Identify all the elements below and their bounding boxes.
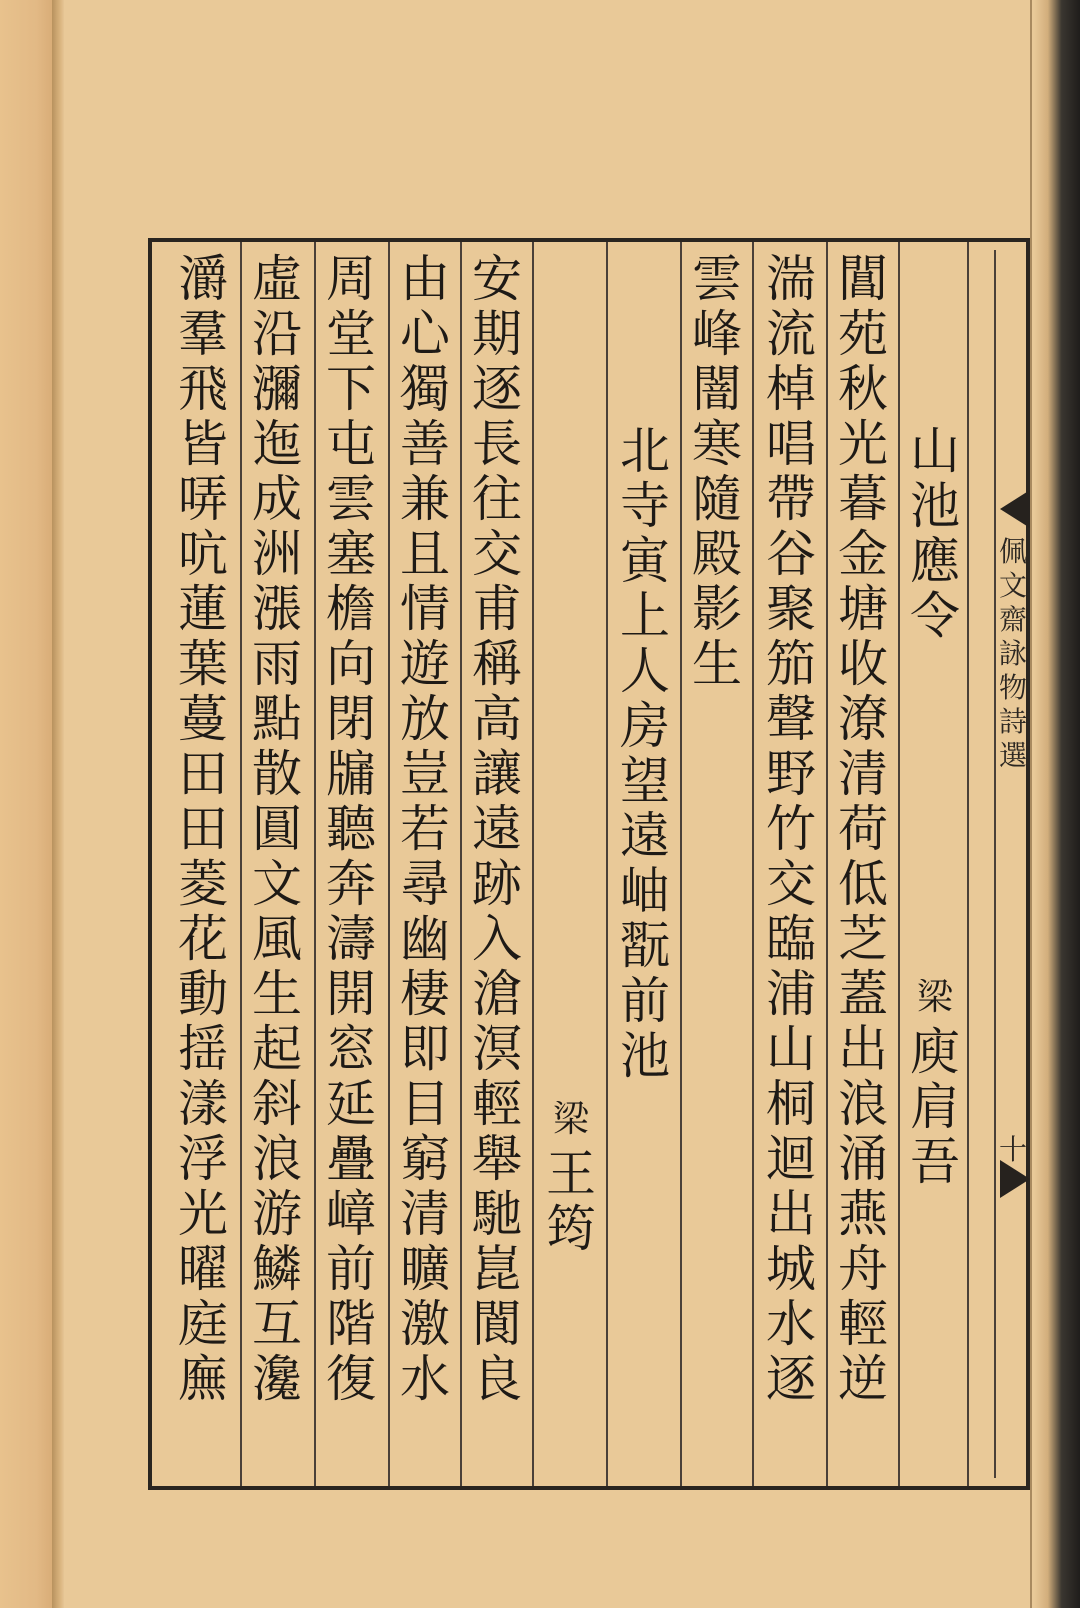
character: 揺 [178,1020,228,1078]
author-column [538,252,604,1480]
column-rule [460,242,462,1486]
character: 曠 [400,1240,450,1298]
character: 奔 [326,855,376,913]
poem-line [318,252,384,1480]
character: 庾 [910,1023,960,1081]
character: 舉 [472,1130,522,1188]
character: 棹 [766,360,816,418]
character: 浪 [252,1130,302,1188]
character: 滄 [472,965,522,1023]
character: 寒 [692,415,742,473]
character: 低 [838,855,888,913]
character: 湍 [766,250,816,308]
character: 上 [620,587,670,645]
character: 下 [326,360,376,418]
poem-line [830,252,896,1480]
character: 牖 [326,745,376,803]
character: 物 [998,671,1027,704]
character: 溟 [472,1020,522,1078]
character: 葉 [178,635,228,693]
character: 窓 [326,1020,376,1078]
character: 峰 [692,305,742,363]
character: 良 [472,1350,522,1408]
character: 周 [326,250,376,308]
column-text [247,252,307,1407]
character: 房 [620,697,670,755]
character: 闇 [692,360,742,418]
character: 鱗 [252,1240,302,1298]
character: 金 [838,525,888,583]
character: 逐 [766,1350,816,1408]
character: 唱 [766,415,816,473]
character: 復 [326,1350,376,1408]
column-rule [388,242,390,1486]
poem-line [392,252,458,1480]
character: 野 [766,745,816,803]
character: 獨 [400,360,450,418]
character: 沿 [252,305,302,363]
poem-title [615,252,675,1084]
character: 互 [252,1295,302,1353]
character: 兼 [400,470,450,528]
character: 棲 [400,965,450,1023]
character: 交 [766,855,816,913]
character: 光 [178,1185,228,1243]
character: 放 [400,690,450,748]
character: 廡 [178,1350,228,1408]
poem-title-column [612,252,678,1480]
character: 情 [400,580,450,638]
character: 遊 [400,635,450,693]
character: 隨 [692,470,742,528]
character: 窮 [400,1130,450,1188]
character: 崑 [472,1240,522,1298]
character: 跡 [472,855,522,913]
character: 秋 [838,360,888,418]
column-rule [240,242,242,1486]
poem-title-column [902,252,968,1480]
character: 交 [472,525,522,583]
character: 浦 [766,965,816,1023]
character: 遠 [472,800,522,858]
character: 激 [400,1295,450,1353]
character: 筠 [546,1200,596,1258]
author-line [905,970,965,1190]
character: 聲 [766,690,816,748]
character: 堂 [326,305,376,363]
character: 前 [620,972,670,1030]
character: 馳 [472,1185,522,1243]
column-rule [314,242,316,1486]
character: 聚 [766,580,816,638]
character: 漲 [252,580,302,638]
character: 羣 [178,305,228,363]
character: 豈 [400,745,450,803]
character: 山 [766,1020,816,1078]
author-dynasty: 梁 [552,1099,589,1140]
book-fore-edge [1034,0,1080,1608]
character: 善 [400,415,450,473]
character: 應 [910,532,960,590]
character: 動 [178,965,228,1023]
character: 流 [766,305,816,363]
character: 文 [998,569,1027,602]
column-rule [752,242,754,1486]
character: 齋 [998,603,1027,636]
character: 逐 [472,360,522,418]
character: 圓 [252,800,302,858]
character: 出 [766,1185,816,1243]
poem-line [758,252,824,1480]
character: 雲 [692,250,742,308]
character: 清 [838,745,888,803]
character: 舟 [838,1240,888,1298]
character: 光 [838,415,888,473]
character: 聽 [326,800,376,858]
character: 田 [178,800,228,858]
character: 翫 [620,917,670,975]
character: 飛 [178,360,228,418]
column-rule [898,242,900,1486]
character: 吭 [178,525,228,583]
character: 北 [620,422,670,480]
column-text [761,252,821,1407]
character: 游 [252,1185,302,1243]
character: 若 [400,800,450,858]
character: 花 [178,910,228,968]
poem-line [170,252,236,1480]
character: 塘 [838,580,888,638]
margin-banner [994,250,1032,1478]
character: 雲 [326,470,376,528]
book-gutter [52,0,64,1608]
column-rule [680,242,682,1486]
character: 荷 [838,800,888,858]
character: 塞 [326,525,376,583]
character: 迤 [252,415,302,473]
character: 笳 [766,635,816,693]
character: 屯 [326,415,376,473]
character: 桐 [766,1075,816,1133]
author-name [905,1025,965,1190]
character: 目 [400,1075,450,1133]
character: 濤 [326,910,376,968]
character: 收 [838,635,888,693]
character: 逆 [838,1350,888,1408]
character: 佩 [998,535,1027,568]
character: 幽 [400,910,450,968]
column-rule [532,242,534,1486]
character: 田 [178,745,228,803]
character: 菱 [178,855,228,913]
character: 涌 [838,1130,888,1188]
character: 苑 [838,305,888,363]
character: 散 [252,745,302,803]
character: 庭 [178,1295,228,1353]
character: 甫 [472,580,522,638]
character: 閶 [838,250,888,308]
character: 尋 [400,855,450,913]
column-text [833,252,893,1407]
character: 往 [472,470,522,528]
character: 谷 [766,525,816,583]
character: 人 [620,642,670,700]
character: 浪 [838,1075,888,1133]
character: 吾 [910,1133,960,1191]
character: 漾 [178,1075,228,1133]
character: 出 [838,1020,888,1078]
character: 成 [252,470,302,528]
character: 迴 [766,1130,816,1188]
character: 詩 [998,705,1027,738]
character: 潦 [838,690,888,748]
character: 寺 [620,477,670,535]
character: 浮 [178,1130,228,1188]
column-text [321,252,381,1407]
character: 階 [326,1295,376,1353]
banner-book-title [996,535,1030,773]
character: 暮 [838,470,888,528]
poem-line [244,252,310,1480]
character: 令 [910,587,960,645]
character: 即 [400,1020,450,1078]
character: 蔓 [178,690,228,748]
character: 生 [252,965,302,1023]
column-text [395,252,455,1407]
character: 文 [252,855,302,913]
character: 且 [400,525,450,583]
character: 水 [766,1295,816,1353]
character: 燕 [838,1185,888,1243]
character: 岫 [620,862,670,920]
character: 曜 [178,1240,228,1298]
character: 殿 [692,525,742,583]
character: 灂 [178,250,228,308]
character: 望 [620,752,670,810]
character: 池 [620,1027,670,1085]
character: 高 [472,690,522,748]
character: 前 [326,1240,376,1298]
character: 心 [400,305,450,363]
character: 嶂 [326,1185,376,1243]
character: 生 [692,635,742,693]
character: 稱 [472,635,522,693]
character: 輕 [472,1075,522,1133]
character: 山 [910,422,960,480]
character: 王 [546,1145,596,1203]
column-text [467,252,527,1407]
character: 哢 [178,470,228,528]
character: 瀰 [252,360,302,418]
facing-page-edge [0,0,52,1608]
character: 皆 [178,415,228,473]
author-line [541,252,601,1257]
character: 詠 [998,637,1027,670]
column-rule [606,242,608,1486]
character: 遠 [620,807,670,865]
character: 開 [326,965,376,1023]
character: 斜 [252,1075,302,1133]
character: 帶 [766,470,816,528]
author-dynasty: 梁 [916,977,953,1018]
character: 起 [252,1020,302,1078]
character: 閉 [326,690,376,748]
character: 點 [252,690,302,748]
character: 臨 [766,910,816,968]
character: 期 [472,305,522,363]
character: 竹 [766,800,816,858]
banner-page-number: 十 [998,1133,1027,1166]
character: 安 [472,250,522,308]
character: 檐 [326,580,376,638]
author-name [541,1147,601,1257]
character: 瀺 [252,1350,302,1408]
character: 長 [472,415,522,473]
poem-line [684,252,750,1480]
character: 清 [400,1185,450,1243]
character: 城 [766,1240,816,1298]
character: 洲 [252,525,302,583]
poem-title [905,252,965,644]
character: 選 [998,739,1027,772]
character: 延 [326,1075,376,1133]
column-text [173,252,233,1407]
poem-line [464,252,530,1480]
character: 閬 [472,1295,522,1353]
character: 疊 [326,1130,376,1188]
character: 雨 [252,635,302,693]
character: 入 [472,910,522,968]
character: 風 [252,910,302,968]
character: 蓋 [838,965,888,1023]
character: 影 [692,580,742,638]
character: 輕 [838,1295,888,1353]
character: 芝 [838,910,888,968]
character: 由 [400,250,450,308]
column-rule [826,242,828,1486]
character: 讓 [472,745,522,803]
character: 向 [326,635,376,693]
character: 池 [910,477,960,535]
character: 寅 [620,532,670,590]
character: 肩 [910,1078,960,1136]
character: 蓮 [178,580,228,638]
column-text [687,252,747,692]
character: 水 [400,1350,450,1408]
character: 虛 [252,250,302,308]
